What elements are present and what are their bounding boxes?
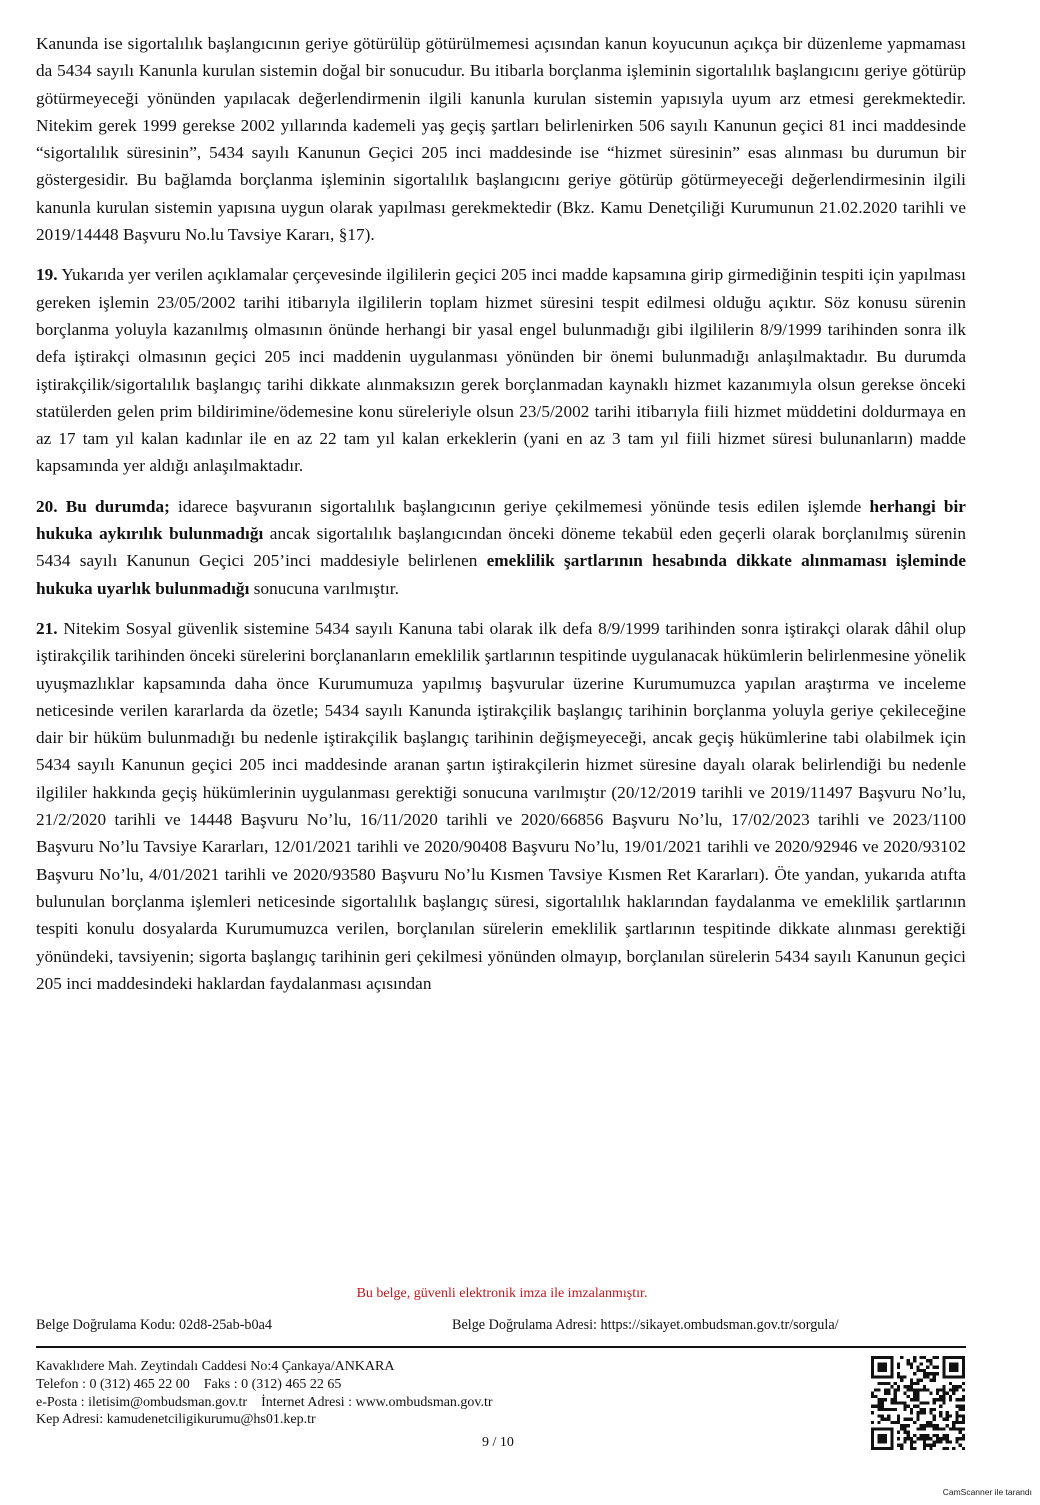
- e-signature-note: Bu belge, güvenli elektronik imza ile imzalanmıştır.: [356, 1286, 648, 1301]
- footer-divider: [36, 1346, 966, 1348]
- paragraph-text: Kanunda ise sigortalılık başlangıcının geriye götürülüp götürülmemesi açısından kanun koyucunun açıkça bir düzenleme yapmaması da 5434 sayılı Kanunla kurulan sistemin doğal bir sonucudur. Bu itibarla borçlanma işleminin sigortalılık başlangıcını geriye götürüp götürmeyeceği yönünden yapılacak değerlendirmenin ilgili kanunla kurulan sistemin yapısıyla uyum arz etmesi gerekmektedir. Nitekim gerek 1999 gerekse 2002 yıllarında kademeli yaş geçiş şartları belirlenirken 506 sayılı Kanunun geçici 81 inci maddesinde “sigortalılık süresinin”, 5434 sayılı Kanunun Geçici 205 inci maddesinde ise “hizmet süresinin” esas alınması bu durumun bir göstergesidir. Bu bağlamda borçlanma işleminin sigortalılık başlangıcını geriye götürüp götürmeyeceği değerlendirmesinin ilgili kanunla kurulan sistemin yapısına uygun olarak yapılması gerekmektedir (Bkz. Kamu Denetçiliği Kurumunun 21.02.2020 tarihli ve 2019/14448 Başvuru No.lu Tavsiye Kararı, §17).: [36, 34, 966, 245]
- institution-address: [36, 1358, 493, 1429]
- paragraph-21: [36, 615, 966, 997]
- paragraph-number: 21.: [36, 618, 58, 638]
- qr-code-icon: [871, 1356, 965, 1450]
- paragraph-text: ancak sigortalılık başlangıcından önceki döneme tekabül eden geçerli olarak borçlanılmış sürenin 5434 sayılı Kanunun Geçici 205’inci maddesiyle belirlenen: [36, 524, 966, 571]
- page-number: 9 / 10: [482, 1435, 514, 1450]
- scanner-watermark: CamScanner ile tarandı: [942, 1487, 1032, 1497]
- kep-address-line: Kep Adresi: kamudenetciligikurumu@hs01.kep.tr: [36, 1412, 316, 1428]
- paragraph-text: Nitekim Sosyal güvenlik sistemine 5434 sayılı Kanuna tabi olarak ilk defa 8/9/1999 tarihinden sonra iştirakçi olarak dâhil olup iştirakçilik tarihinden önceki sürelerini borçlananların emeklilik şartlarının tespitinde uygulanacak hükümlerin belirlenmesine yönelik uyuşmazlıklar kapsamında daha önce Kurumumuza yapılmış başvurular üzerine Kurumumuzca yapılan araştırma ve inceleme neticesinde verilen kararlarda da özetle; 5434 sayılı Kanunda iştirakçilik başlangıç tarihinin borçlanma yoluyla geriye çekileceğine dair bir hüküm bulunmadığı bu nedenle iştirakçilik başlangıç tarihinin değişmeyeceği, ancak geçiş hükümlerine tabi olabilmek için 5434 sayılı Kanunun geçici 205 inci maddesinde aranan şartın iştirakçilerin hizmet süresine dayalı olarak belirlendiği bu nedenle ilgililer hakkında geçiş hükümlerinin uygulanması gerektiği sonucuna varılmıştır (20/12/2019 tarihli ve 2019/11497 Başvuru No’lu, 21/2/2020 tarihli ve 14448 Başvuru No’lu, 16/11/2020 tarihli ve 2020/66856 Başvuru No’lu, 17/02/2023 tarihli ve 2023/1100 Başvuru No’lu Tavsiye Kararları, 12/01/2021 tarihli ve 2020/90408 Başvuru No’lu, 19/01/2021 tarihli ve 2020/92946 ve 2020/93102 Başvuru No’lu, 4/01/2021 tarihli ve 2020/93580 Başvuru No’lu Kısmen Tavsiye Kısmen Ret Kararları). Öte yandan, yukarıda atıfta bulunulan borçlanma işlemleri neticesinde sigortalılık başlangıç süresi, sigortalılık haklarından faydalanma ve emeklilik şartlarının tespiti konulu dosyalarda Kurumumuzca verilen, borçlanılan sürelerin emeklilik şartlarının tespitinde dikkate alınması gerektiği yönündeki, tavsiyenin; sigorta başlangıç tarihinin geri çekilmesi yönünden olmayıp, borçlanılan sürelerin 5434 sayılı Kanunun geçici 205 inci maddesindeki haklardan faydalanması açısından: [36, 618, 966, 993]
- paragraph-number: 19.: [36, 265, 58, 285]
- paragraph-continuation: [36, 30, 966, 248]
- paragraph-text: Yukarıda yer verilen açıklamalar çerçevesinde ilgililerin geçici 205 inci madde kapsamına girip girmediğinin tespiti için yapılması gereken işlemin 23/05/2002 tarihi itibarıyla ilgililerin toplam hizmet süresini tespit edilmesi olduğu açıktır. Söz konusu sürenin borçlanma yoluyla kazanılmış olmasının önünde herhangi bir yasal engel bulunmadığı gibi ilgililerin 8/9/1999 tarihinden sonra ilk defa iştirakçi olmasının geçici 205 inci maddenin uygulanması yönünden bir önemi bulunmadığı anlaşılmaktadır. Bu durumda iştirakçilik/sigortalılık başlangıç tarihi dikkate alınmaksızın gerek borçlanmadan kaynaklı hizmet kazanımıyla olsun gerekse önceki statülerden gelen prim bildirimine/ödemesine konu süreleriyle olsun 23/5/2002 tarihi itibarıyla fiili hizmet müddetini doldurmaya en az 17 tam yıl kalan kadınlar ile en az 22 tam yıl kalan erkeklerin (yani en az 3 tam yıl fiili hizmet süresi bulunanların) madde kapsamında yer aldığı anlaşılmaktadır.: [36, 265, 966, 476]
- paragraph-20: [36, 493, 966, 602]
- paragraph-19: [36, 261, 966, 479]
- emphasis-text: emeklilik şartlarının hesabında dikkate alınmaması işleminde hukuka uyarlık bulunmadığı: [36, 551, 967, 598]
- paragraph-text: sonucuna varılmıştır.: [249, 578, 399, 598]
- verification-code: Belge Doğrulama Kodu: 02d8-25ab-b0a4: [36, 1317, 273, 1333]
- emphasis-text: herhangi bir hukuka aykırılık bulunmadığı: [36, 496, 966, 544]
- verification-address: Belge Doğrulama Adresi: https://sikayet.ombudsman.gov.tr/sorgula/: [452, 1317, 839, 1333]
- paragraph-number: 20. Bu durumda;: [36, 496, 170, 516]
- paragraph-text: idarece başvuranın sigortalılık başlangıcının geriye çekilmemesi yönünde tesis edilen işlemde: [169, 496, 870, 516]
- document-body: [36, 30, 966, 1010]
- phone-fax-line: Telefon : 0 (312) 465 22 00 Faks : 0 (312) 465 22 65: [36, 1376, 342, 1392]
- address-line: Kavaklıdere Mah. Zeytindalı Caddesi No:4 Çankaya/ANKARA: [36, 1359, 395, 1374]
- email-web-line: e-Posta : iletisim@ombudsman.gov.tr İnternet Adresi : www.ombudsman.gov.tr: [36, 1394, 493, 1410]
